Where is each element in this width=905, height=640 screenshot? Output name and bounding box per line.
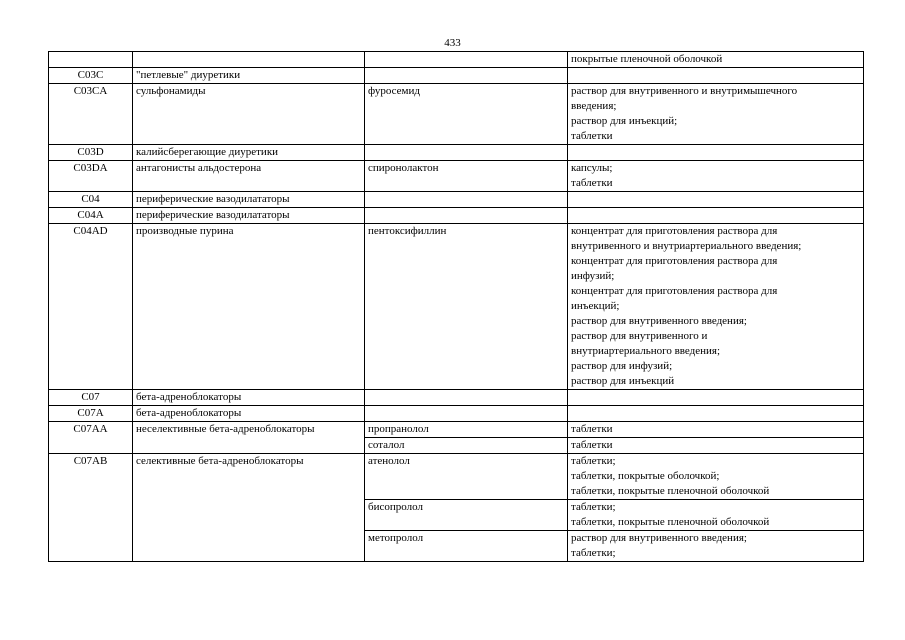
dosage-form-line: таблетки, покрытые оболочкой; — [571, 470, 720, 482]
atc-group-cell: бета-адреноблокаторы — [133, 390, 365, 406]
dosage-form-line: таблетки; — [571, 455, 616, 467]
dosage-forms-cell — [568, 438, 864, 454]
dosage-forms-cell — [568, 52, 864, 68]
atc-group-cell: сульфонамиды — [133, 84, 365, 145]
dosage-forms-cell — [568, 224, 864, 390]
dosage-form-line: капсулы; — [571, 162, 613, 174]
atc-group-cell: неселективные бета-адреноблокаторы — [133, 422, 365, 454]
dosage-form-line: таблетки, покрытые пленочной оболочкой — [571, 485, 770, 497]
table-row — [49, 84, 864, 145]
atc-group-cell: бета-адреноблокаторы — [133, 406, 365, 422]
atc-code-cell: C07AB — [49, 454, 133, 562]
atc-group-cell: антагонисты альдостерона — [133, 161, 365, 192]
drug-name-cell: бисопролол — [365, 500, 568, 531]
table-row — [49, 208, 864, 224]
atc-group-cell: калийсберегающие диуретики — [133, 145, 365, 161]
drug-name-cell — [365, 145, 568, 161]
atc-group-cell: периферические вазодилататоры — [133, 208, 365, 224]
atc-code-cell: C07A — [49, 406, 133, 422]
atc-group-cell: периферические вазодилататоры — [133, 192, 365, 208]
table-row — [49, 390, 864, 406]
dosage-forms-cell — [568, 192, 864, 208]
atc-group-cell: производные пурина — [133, 224, 365, 390]
table-row — [49, 145, 864, 161]
table-row — [49, 52, 864, 68]
atc-group-cell: селективные бета-адреноблокаторы — [133, 454, 365, 562]
page-number: 433 — [444, 37, 461, 49]
atc-code-cell — [49, 52, 133, 68]
dosage-form-line: введения; — [571, 100, 617, 112]
atc-code-cell: C04AD — [49, 224, 133, 390]
dosage-forms-cell — [568, 161, 864, 192]
dosage-forms-cell — [568, 531, 864, 562]
table-row — [49, 161, 864, 192]
table-row — [49, 192, 864, 208]
dosage-form-line: раствор для инъекций — [571, 375, 675, 387]
dosage-form-line: раствор для инъекций; — [571, 115, 678, 127]
dosage-form-line: таблетки — [571, 177, 613, 189]
dosage-form-line: концентрат для приготовления раствора для — [571, 255, 778, 267]
atc-code-cell: C03C — [49, 68, 133, 84]
drug-name-cell: атенолол — [365, 454, 568, 500]
table-row — [49, 454, 864, 500]
table-row — [49, 406, 864, 422]
drug-name-cell — [365, 68, 568, 84]
atc-table-body — [49, 52, 864, 562]
table-row — [49, 68, 864, 84]
drug-name-cell: пентоксифиллин — [365, 224, 568, 390]
atc-drug-table — [48, 51, 864, 562]
drug-name-cell: метопролол — [365, 531, 568, 562]
dosage-forms-cell — [568, 454, 864, 500]
atc-code-cell: C03CA — [49, 84, 133, 145]
dosage-form-line: таблетки; — [571, 501, 616, 513]
atc-code-cell: C03D — [49, 145, 133, 161]
dosage-forms-cell — [568, 68, 864, 84]
dosage-form-line: раствор для внутривенного введения; — [571, 532, 747, 544]
dosage-form-line: таблетки — [571, 439, 613, 451]
dosage-form-line: таблетки — [571, 130, 613, 142]
drug-name-cell — [365, 52, 568, 68]
dosage-forms-cell — [568, 422, 864, 438]
atc-code-cell: C04A — [49, 208, 133, 224]
atc-code-cell: C07 — [49, 390, 133, 406]
dosage-forms-cell — [568, 208, 864, 224]
atc-code-cell: C03DA — [49, 161, 133, 192]
dosage-form-line: инфузий; — [571, 270, 615, 282]
drug-name-cell — [365, 406, 568, 422]
dosage-form-line: таблетки, покрытые пленочной оболочкой — [571, 516, 770, 528]
table-row — [49, 224, 864, 390]
dosage-form-line: таблетки — [571, 423, 613, 435]
dosage-form-line: раствор для инфузий; — [571, 360, 673, 372]
atc-group-cell: "петлевые" диуретики — [133, 68, 365, 84]
dosage-forms-cell — [568, 390, 864, 406]
dosage-forms-cell — [568, 84, 864, 145]
drug-name-cell — [365, 390, 568, 406]
drug-name-cell — [365, 192, 568, 208]
drug-name-cell — [365, 208, 568, 224]
drug-name-cell: соталол — [365, 438, 568, 454]
dosage-form-line: раствор для внутривенного введения; — [571, 315, 747, 327]
dosage-form-line: инъекций; — [571, 300, 620, 312]
dosage-forms-cell — [568, 500, 864, 531]
table-row — [49, 422, 864, 438]
dosage-form-line: концентрат для приготовления раствора для — [571, 225, 778, 237]
dosage-form-line: внутривенного и внутриартериального введения; — [571, 240, 802, 252]
atc-code-cell: C07AA — [49, 422, 133, 454]
dosage-form-line: раствор для внутривенного и — [571, 330, 708, 342]
dosage-forms-cell — [568, 145, 864, 161]
drug-name-cell: спиронолактон — [365, 161, 568, 192]
drug-name-cell: пропранолол — [365, 422, 568, 438]
drug-name-cell: фуросемид — [365, 84, 568, 145]
dosage-form-line: раствор для внутривенного и внутримышечного — [571, 85, 798, 97]
atc-group-cell — [133, 52, 365, 68]
dosage-form-line: внутриартериального введения; — [571, 345, 721, 357]
dosage-form-line: покрытые пленочной оболочкой — [571, 53, 723, 65]
dosage-form-line: таблетки; — [571, 547, 616, 559]
dosage-forms-cell — [568, 406, 864, 422]
dosage-form-line: концентрат для приготовления раствора для — [571, 285, 778, 297]
atc-code-cell: C04 — [49, 192, 133, 208]
